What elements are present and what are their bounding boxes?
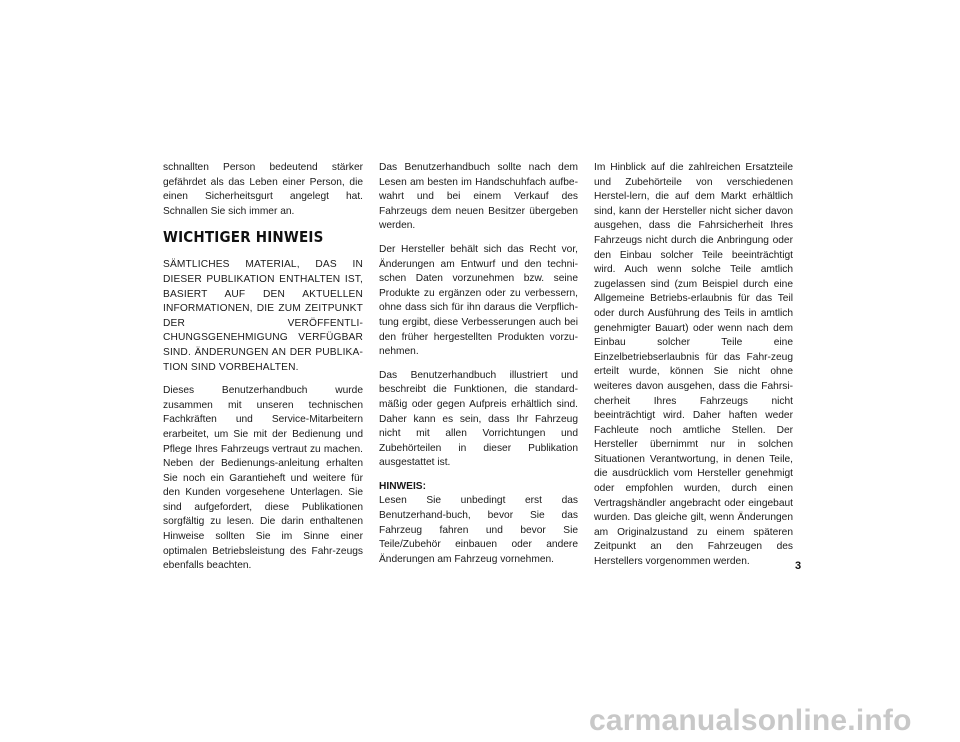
intro-paragraph: schnallten Person bedeutend stärker gefährdet als das Leben einer Person, die einen Sicherheitsgurt angelegt hat. Schnallen Sie sich immer an. bbox=[163, 162, 363, 217]
notice-caps-paragraph: SÄMTLICHES MATERIAL, DAS IN DIESER PUBLIKATION ENTHALTEN IST, BASIERT AUF DEN AKTUELLEN INFORMATIONEN, DIE ZUM ZEITPUNKT DER VERÖFFENTLI-CHUNGSGENEHMIGUNG VERFÜGBAR SIND. ÄNDERUNGEN AN DER PUBLIKA-TION SIND VORBEHALTEN. bbox=[163, 259, 363, 373]
column-left bbox=[163, 161, 363, 583]
note-text: Lesen Sie unbedingt erst das Benutzerhand-buch, bevor Sie das Fahrzeug fahren und bevor Sie Teile/Zubehör einbauen oder andere Änderungen am Fahrzeug vornehmen. bbox=[379, 495, 578, 565]
column-right bbox=[594, 161, 793, 579]
parts-liability-paragraph: Im Hinblick auf die zahlreichen Ersatzteile und Zubehörteile von verschiedenen Herstel-lern, die auf dem Markt erhältlich sind, kann der Hersteller nicht sicher davon ausgehen, dass die Fahrsicherheit Ihres Fahrzeugs nicht durch die Anbringung oder den Einbau solcher Teile beeinträchtigt wird. Auch wenn solche Teile amtlich zugelassen sind (zum Beispiel durch eine Allgemeine Betriebs-erlaubnis für das Teil oder durch Ausführung des Teils in amtlich genehmigter Bauart) oder wenn nach dem Einbau solcher Teile eine Einzelbetriebserlaubnis für das Fahr-zeug erteilt wurde, können Sie nicht ohne weiteres davon ausgehen, dass die Fahrsi-cherheit Ihres Fahrzeugs nicht beeinträchtigt wird. Daher haften weder Fachleute noch amtliche Stellen. Der Hersteller übernimmt nur in solchen Situationen Verantwortung, in denen Teile, die ausdrücklich vom Hersteller genehmigt oder empfohlen wurden, durch einen Vertragshändler angebracht oder eingebaut wurden. Das gleiche gilt, wenn Änderungen am Originalzustand zu einem späteren Zeitpunkt an den Fahrzeugen des Herstellers vorgenommen werden. bbox=[594, 162, 793, 568]
column-middle bbox=[379, 161, 578, 576]
changes-paragraph: Der Hersteller behält sich das Recht vor, Änderungen am Entwurf und den techni-schen Daten vorzunehmen bzw. seine Produkte zu ergänzen oder zu verbessern, ohne dass sich für ihn daraus die Verpflich-tung ergibt, diese Verbesserungen auch bei den früher hergestellten Produkten vorzu-nehmen. bbox=[379, 243, 578, 358]
section-heading: WICHTIGER HINWEIS bbox=[163, 228, 324, 247]
page-number: 3 bbox=[795, 560, 802, 572]
note-block bbox=[379, 480, 578, 568]
features-paragraph: Das Benutzerhandbuch illustriert und beschreibt die Funktionen, die standard-mäßig oder gegen Aufpreis erhältlich sind. Daher kann es sein, dass Ihr Fahrzeug nicht mit allen Vorrichtungen und Zubehörteilen in dieser Publikation ausgestattet ist. bbox=[379, 369, 578, 469]
manual-description-paragraph: Dieses Benutzerhandbuch wurde zusammen mit unseren technischen Fachkräften und Service-Mitarbeitern erarbeitet, um Sie mit der Bedienung und Pflege Ihres Fahrzeugs vertraut zu machen. Neben der Bedienungs-anleitung erhalten Sie noch ein Garantieheft und weitere für den Kunden vorgesehene Unterlagen. Sie sind aufgefordert, diese Publikationen sorgfältig zu lesen. Die darin enthaltenen Hinweise sollten Sie im Sinne einer optimalen Betriebsleistung des Fahr-zeugs ebenfalls beachten. bbox=[163, 385, 363, 572]
storage-paragraph: Das Benutzerhandbuch sollte nach dem Lesen am besten im Handschuhfach aufbe-wahrt und bei einem Verkauf des Fahrzeugs dem neuen Besitzer übergeben werden. bbox=[379, 162, 578, 232]
note-label: HINWEIS: bbox=[379, 480, 426, 492]
watermark: carmanualsonline.info bbox=[589, 704, 912, 737]
